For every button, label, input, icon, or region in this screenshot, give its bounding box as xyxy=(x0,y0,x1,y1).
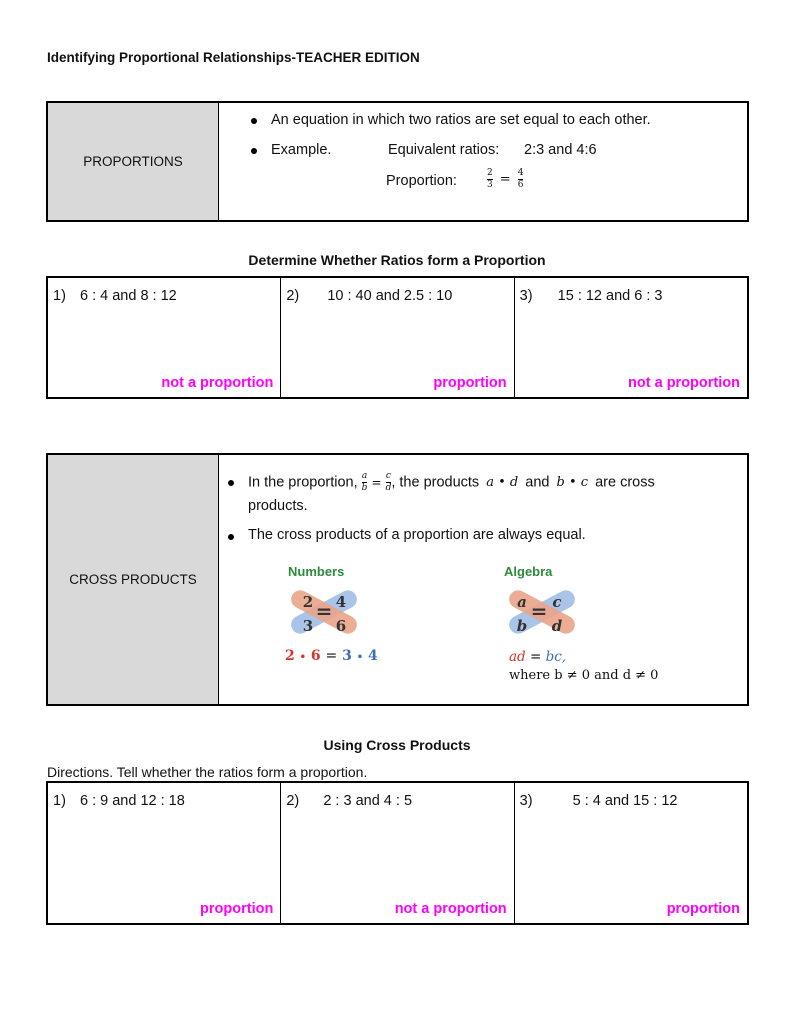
equals-sign: = xyxy=(530,599,548,623)
numerator-4: 4 xyxy=(335,593,347,611)
answer-label: not a proportion xyxy=(394,901,507,917)
equivalent-ratios-label: Equivalent ratios: xyxy=(388,142,500,158)
problem-text: 5 : 4 and 15 : 12 xyxy=(572,793,678,809)
math-bc: b • c xyxy=(556,475,589,491)
cross-products-term-cell xyxy=(48,455,219,704)
numbers-cross-diagram xyxy=(284,585,364,637)
answer-label: proportion xyxy=(200,901,274,917)
numbers-equation xyxy=(285,648,378,664)
variable-c: c xyxy=(552,593,562,611)
algebra-heading: Algebra xyxy=(504,564,553,579)
example-label: Example. xyxy=(271,142,332,158)
fraction-denominator: 3 xyxy=(487,180,493,190)
problem-text: 15 : 12 and 6 : 3 xyxy=(557,288,663,304)
eq-term: 6 xyxy=(310,648,321,664)
text: are cross xyxy=(595,474,655,491)
problem-number: 1) xyxy=(53,288,66,304)
bullet-icon xyxy=(251,148,257,154)
text: , the products xyxy=(391,474,480,491)
eq-sign: = xyxy=(325,648,338,664)
problem-cell xyxy=(48,783,281,923)
equals-sign: = xyxy=(499,172,511,188)
denominator-3: 3 xyxy=(302,617,314,635)
fraction xyxy=(362,472,368,493)
directions-text: Directions. Tell whether the ratios form a proportion. xyxy=(47,764,368,780)
eq-term: 2 xyxy=(285,648,295,664)
problem-number: 2) xyxy=(286,793,300,809)
proportion-definition-text: An equation in which two ratios are set equal to each other. xyxy=(271,112,651,128)
text: and xyxy=(525,474,550,491)
denominator-6: 6 xyxy=(335,617,347,635)
proportions-term-cell xyxy=(48,103,219,220)
variable-a: a xyxy=(517,593,527,611)
problem-number: 3) xyxy=(519,793,533,809)
problem-number: 1) xyxy=(53,793,66,809)
equivalent-ratios-value: 2:3 and 4:6 xyxy=(524,142,597,158)
proportion-example-equation xyxy=(487,169,523,190)
cross-products-definition: In the proportion, $\frac{a}{b}$ = $\frac{c}{d}$ , the products a • d and b • c are cross xyxy=(248,471,655,493)
variable-b: b xyxy=(516,617,528,635)
fraction xyxy=(518,169,524,190)
answer-label: not a proportion xyxy=(161,375,274,391)
eq-term: 3 xyxy=(342,648,352,664)
problem-text: 10 : 40 and 2.5 : 10 xyxy=(327,288,453,304)
eq-term: bc, xyxy=(545,649,567,665)
answer-label: proportion xyxy=(666,901,740,917)
eq-sign: = xyxy=(530,649,542,665)
problem-number: 2) xyxy=(286,288,300,304)
problem-number: 3) xyxy=(519,288,533,304)
cross-products-definition-box xyxy=(46,453,749,706)
cross-products-fact: The cross products of a proportion are always equal. xyxy=(248,527,586,543)
problem-cell xyxy=(515,278,747,397)
cross-products-content-cell xyxy=(219,455,747,704)
fraction-numerator: 4 xyxy=(517,168,524,178)
algebra-condition: where b ≠ 0 and d ≠ 0 xyxy=(509,668,659,683)
equals-sign: = xyxy=(315,599,333,623)
fraction-denominator: d xyxy=(385,483,392,493)
algebra-cross-diagram xyxy=(502,585,582,637)
problem-text: 2 : 3 and 4 : 5 xyxy=(323,793,413,809)
proportion-label: Proportion: xyxy=(386,173,457,189)
eq-dot: • xyxy=(299,652,307,663)
eq-term: 4 xyxy=(368,648,378,664)
problem-row xyxy=(46,276,749,399)
eq-dot: • xyxy=(356,652,364,663)
problem-text: 6 : 9 and 12 : 18 xyxy=(80,793,185,809)
answer-label: proportion xyxy=(433,375,507,391)
numerator-2: 2 xyxy=(302,593,314,611)
cross-products-term: CROSS PRODUCTS xyxy=(69,572,197,587)
fraction-numerator: c xyxy=(385,471,391,481)
bullet-icon xyxy=(228,534,234,540)
fraction-numerator: a xyxy=(361,471,368,481)
eq-term: ad xyxy=(509,649,526,665)
proportions-content-cell xyxy=(219,103,747,220)
fraction-denominator: b xyxy=(361,483,368,493)
algebra-equation xyxy=(509,649,566,665)
numbers-heading: Numbers xyxy=(288,564,345,579)
proportions-definition-box xyxy=(46,101,749,222)
problem-text: 6 : 4 and 8 : 12 xyxy=(80,288,177,304)
problem-cell xyxy=(515,783,747,923)
problem-row xyxy=(46,781,749,925)
section-heading: Using Cross Products xyxy=(323,737,471,753)
proportions-term: PROPORTIONS xyxy=(83,154,183,169)
cross-products-definition-cont: products. xyxy=(248,498,308,514)
page-title: Identifying Proportional Relationships-TEACHER EDITION xyxy=(47,50,420,65)
math-ad: a • d xyxy=(486,475,519,491)
fraction-denominator: 6 xyxy=(517,180,524,190)
text: In the proportion, xyxy=(248,474,358,491)
problem-cell xyxy=(281,278,514,397)
fraction-numerator: 2 xyxy=(487,168,493,178)
bullet-icon xyxy=(228,480,234,486)
fraction xyxy=(487,169,493,190)
answer-label: not a proportion xyxy=(628,375,740,391)
bullet-icon xyxy=(251,118,257,124)
problem-cell xyxy=(48,278,281,397)
section-heading: Determine Whether Ratios form a Proportion xyxy=(248,252,546,268)
problem-cell xyxy=(281,783,514,923)
variable-d: d xyxy=(551,617,563,635)
